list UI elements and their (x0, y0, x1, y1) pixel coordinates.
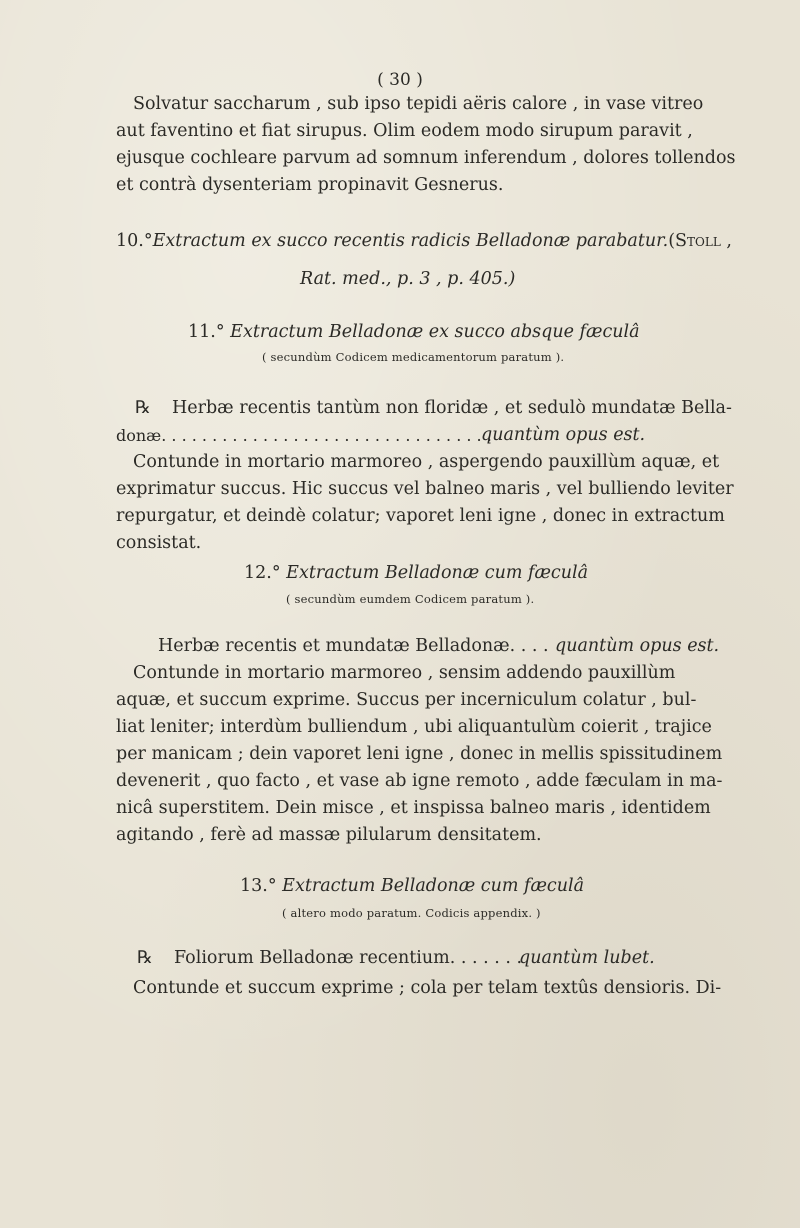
section-note: ( altero modo paratum. Codicis appendix. ) (282, 906, 541, 920)
section-title: Extractum Belladonæ ex succo absque fæculâ (230, 322, 640, 342)
text-line: Contunde in mortario marmoreo , aspergendo pauxillùm aquæ, et (133, 452, 720, 472)
reference-detail: Rat. med., p. 3 , p. 405.) (300, 269, 516, 289)
text-line: Contunde in mortario marmoreo , sensim addendo pauxillùm (133, 663, 676, 683)
section-number: 11.° (188, 322, 225, 342)
section-number: 12.° (244, 563, 281, 583)
text-line: donæ. . . . . . . . . . . . . . . . . . . . . . . . . . . . . . . . . (116, 426, 492, 445)
recipe-symbol: ℞ (135, 398, 151, 418)
section-title: Extractum ex succo recentis radicis Belladonæ parabatur. (152, 231, 669, 251)
section-10-heading (116, 228, 732, 255)
reference: (Stoll , (668, 231, 732, 251)
quantity: quantùm opus est. (555, 636, 720, 656)
quantity: quantùm lubet. (519, 948, 655, 968)
recipe-symbol: ℞ (137, 948, 153, 968)
section-number: 13.° (240, 876, 277, 896)
text-line: et contrà dysenteriam propinavit Gesnerus. (116, 175, 504, 195)
text-line: aut faventino et fiat sirupus. Olim eodem modo sirupum paravit , (116, 121, 693, 141)
section-12-heading (244, 560, 588, 587)
section-title: Extractum Belladonæ cum fæculâ (282, 876, 585, 896)
text-line: Herbæ recentis et mundatæ Belladonæ. . . . (158, 636, 549, 656)
text-line: per manicam ; dein vaporet leni igne , donec in mellis spissitudinem (116, 744, 723, 764)
text-line: Solvatur saccharum , sub ipso tepidi aëris calore , in vase vitreo (133, 94, 704, 114)
section-11-heading (188, 319, 640, 346)
text-line: Herbæ recentis tantùm non floridæ , et sedulò mundatæ Bella- (172, 398, 732, 418)
text-line: agitando , ferè ad massæ pilularum densitatem. (116, 825, 542, 845)
text-line: nicâ superstitem. Dein misce , et inspissa balneo maris , identidem (116, 798, 711, 818)
section-note: ( secundùm Codicem medicamentorum paratum ). (262, 350, 565, 364)
section-13-heading (240, 873, 584, 900)
text-line: aquæ, et succum exprime. Succus per incerniculum colatur , bul- (116, 690, 697, 710)
text-line: repurgatur, et deindè colatur; vaporet leni igne , donec in extractum (116, 506, 725, 526)
text-line: ejusque cochleare parvum ad somnum inferendum , dolores tollendos (116, 148, 736, 168)
text-line: liat leniter; interdùm bulliendum , ubi aliquantulùm coierit , trajice (116, 717, 712, 737)
text-line: Contunde et succum exprime ; cola per telam textûs densioris. Di- (133, 978, 722, 998)
text-line: Foliorum Belladonæ recentium. . . . . . . (174, 948, 523, 968)
section-title: Extractum Belladonæ cum fæculâ (286, 563, 589, 583)
text-line: exprimatur succus. Hic succus vel balneo maris , vel bulliendo leviter (116, 479, 734, 499)
quantity: quantùm opus est. (481, 425, 646, 445)
page-number: ( 30 ) (377, 70, 423, 90)
section-number: 10.° (116, 231, 153, 251)
text-line: devenerit , quo facto , et vase ab igne remoto , adde fæculam in ma- (116, 771, 723, 791)
text-line: consistat. (116, 533, 202, 553)
section-note: ( secundùm eumdem Codicem paratum ). (286, 592, 535, 606)
